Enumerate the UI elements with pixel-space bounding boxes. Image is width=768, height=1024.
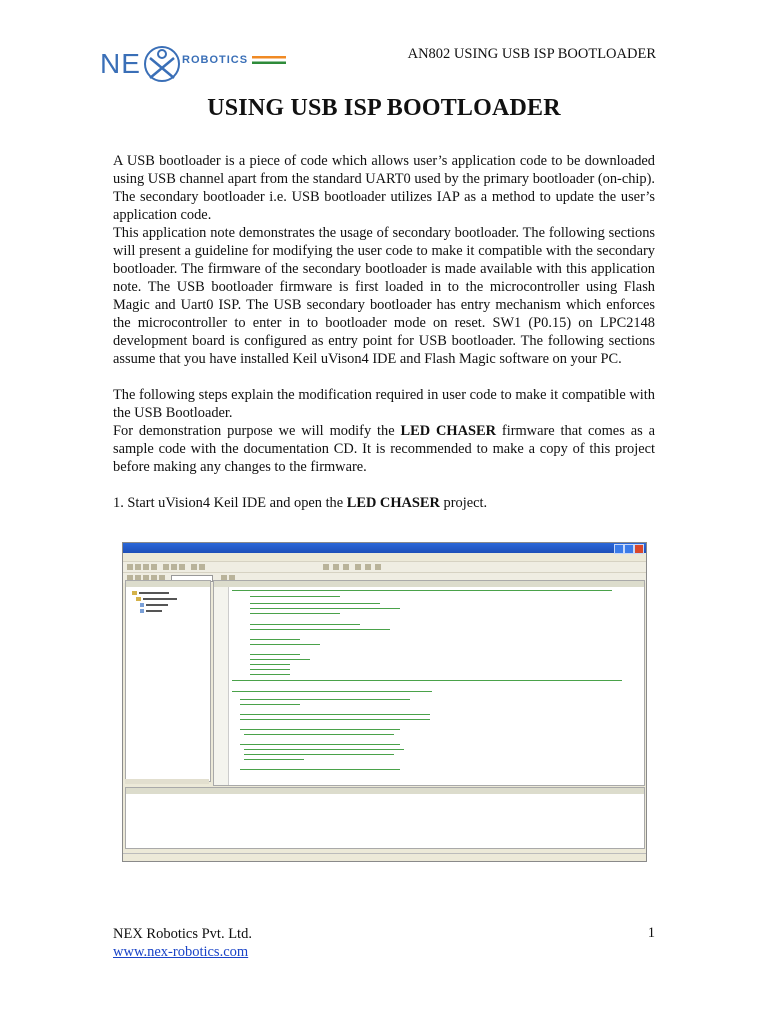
logo-text-ne: NE [100, 48, 141, 79]
project-tree [126, 587, 210, 627]
demo-text-end: firmware that comes as a sample code with the documentation CD. It is recommended to make a copy of this project before making any changes to the firmware. [113, 423, 655, 475]
logo-text-robotics: ROBOTICS [182, 54, 249, 66]
project-panel-tabs [125, 779, 209, 784]
ide-menu-bar [123, 553, 646, 561]
demo-text-start: For demonstration purpose we will modify the [113, 423, 401, 439]
ide-title-bar [123, 543, 646, 553]
minimize-icon [614, 544, 624, 554]
maximize-icon [624, 544, 634, 554]
logo-flag-stripes-icon [252, 56, 286, 64]
paragraph-intro: A USB bootloader is a piece of code which allows user’s application code to be downloaded using USB channel apart from the standard UART0 used by the primary bootloader (on-chip). The secondary bootloader i.e. USB bootloader utilizes IAP as a method to update the user’s application code. [113, 153, 655, 223]
footer-website-link[interactable]: www.nex-robotics.com [113, 944, 249, 960]
footer-company-name: NEX Robotics Pvt. Ltd. [113, 926, 252, 942]
uvision-ide-screenshot [122, 542, 647, 862]
close-icon [634, 544, 644, 554]
step1-text-start: 1. Start uVision4 Keil IDE and open the [113, 495, 347, 511]
page-title: USING USB ISP BOOTLOADER [207, 95, 561, 121]
code-editor-panel [213, 580, 645, 786]
line-number-gutter [214, 587, 229, 785]
page-number: 1 [647, 925, 655, 941]
step1-led-chaser-bold: LED CHASER [346, 495, 440, 511]
ide-toolbar-1 [123, 561, 646, 572]
project-panel [125, 580, 211, 782]
document-code-title: AN802 USING USB ISP BOOTLOADER [407, 46, 656, 62]
code-lines [230, 587, 645, 785]
ide-status-bar [123, 853, 646, 861]
step1-text-end: project. [439, 495, 488, 511]
logo-x-figure-icon [142, 44, 182, 84]
demo-led-chaser-bold: LED CHASER [400, 423, 496, 439]
nex-robotics-logo [100, 42, 300, 86]
document-body [113, 152, 655, 512]
paragraph-demonstration [113, 422, 655, 476]
paragraph-application-note: This application note demonstrates the usage of secondary bootloader. The following sections will present a guideline for modifying the user code to make it compatible with the secondary bootloader. The firmware of the secondary bootloader is made available with this application note. The USB bootloader firmware is first loaded in to the microcontroller using Flash Magic and Uart0 ISP. The USB secondary bootloader has entry mechanism which enforces the microcontroller to enter in to bootloader mode on reset. SW1 (P0.15) on LPC2148 development board is configured as entry point for USB bootloader. The following sections assume that you have installed Keil uVison4 IDE and Flash Magic software on your PC. [113, 225, 655, 367]
step-1-instruction [113, 494, 655, 512]
build-output-panel [125, 787, 645, 849]
footer-company-block [113, 925, 252, 961]
paragraph-steps-intro: The following steps explain the modification required in user code to make it compatible with the USB Bootloader. [113, 387, 655, 421]
build-output-header [126, 788, 644, 794]
